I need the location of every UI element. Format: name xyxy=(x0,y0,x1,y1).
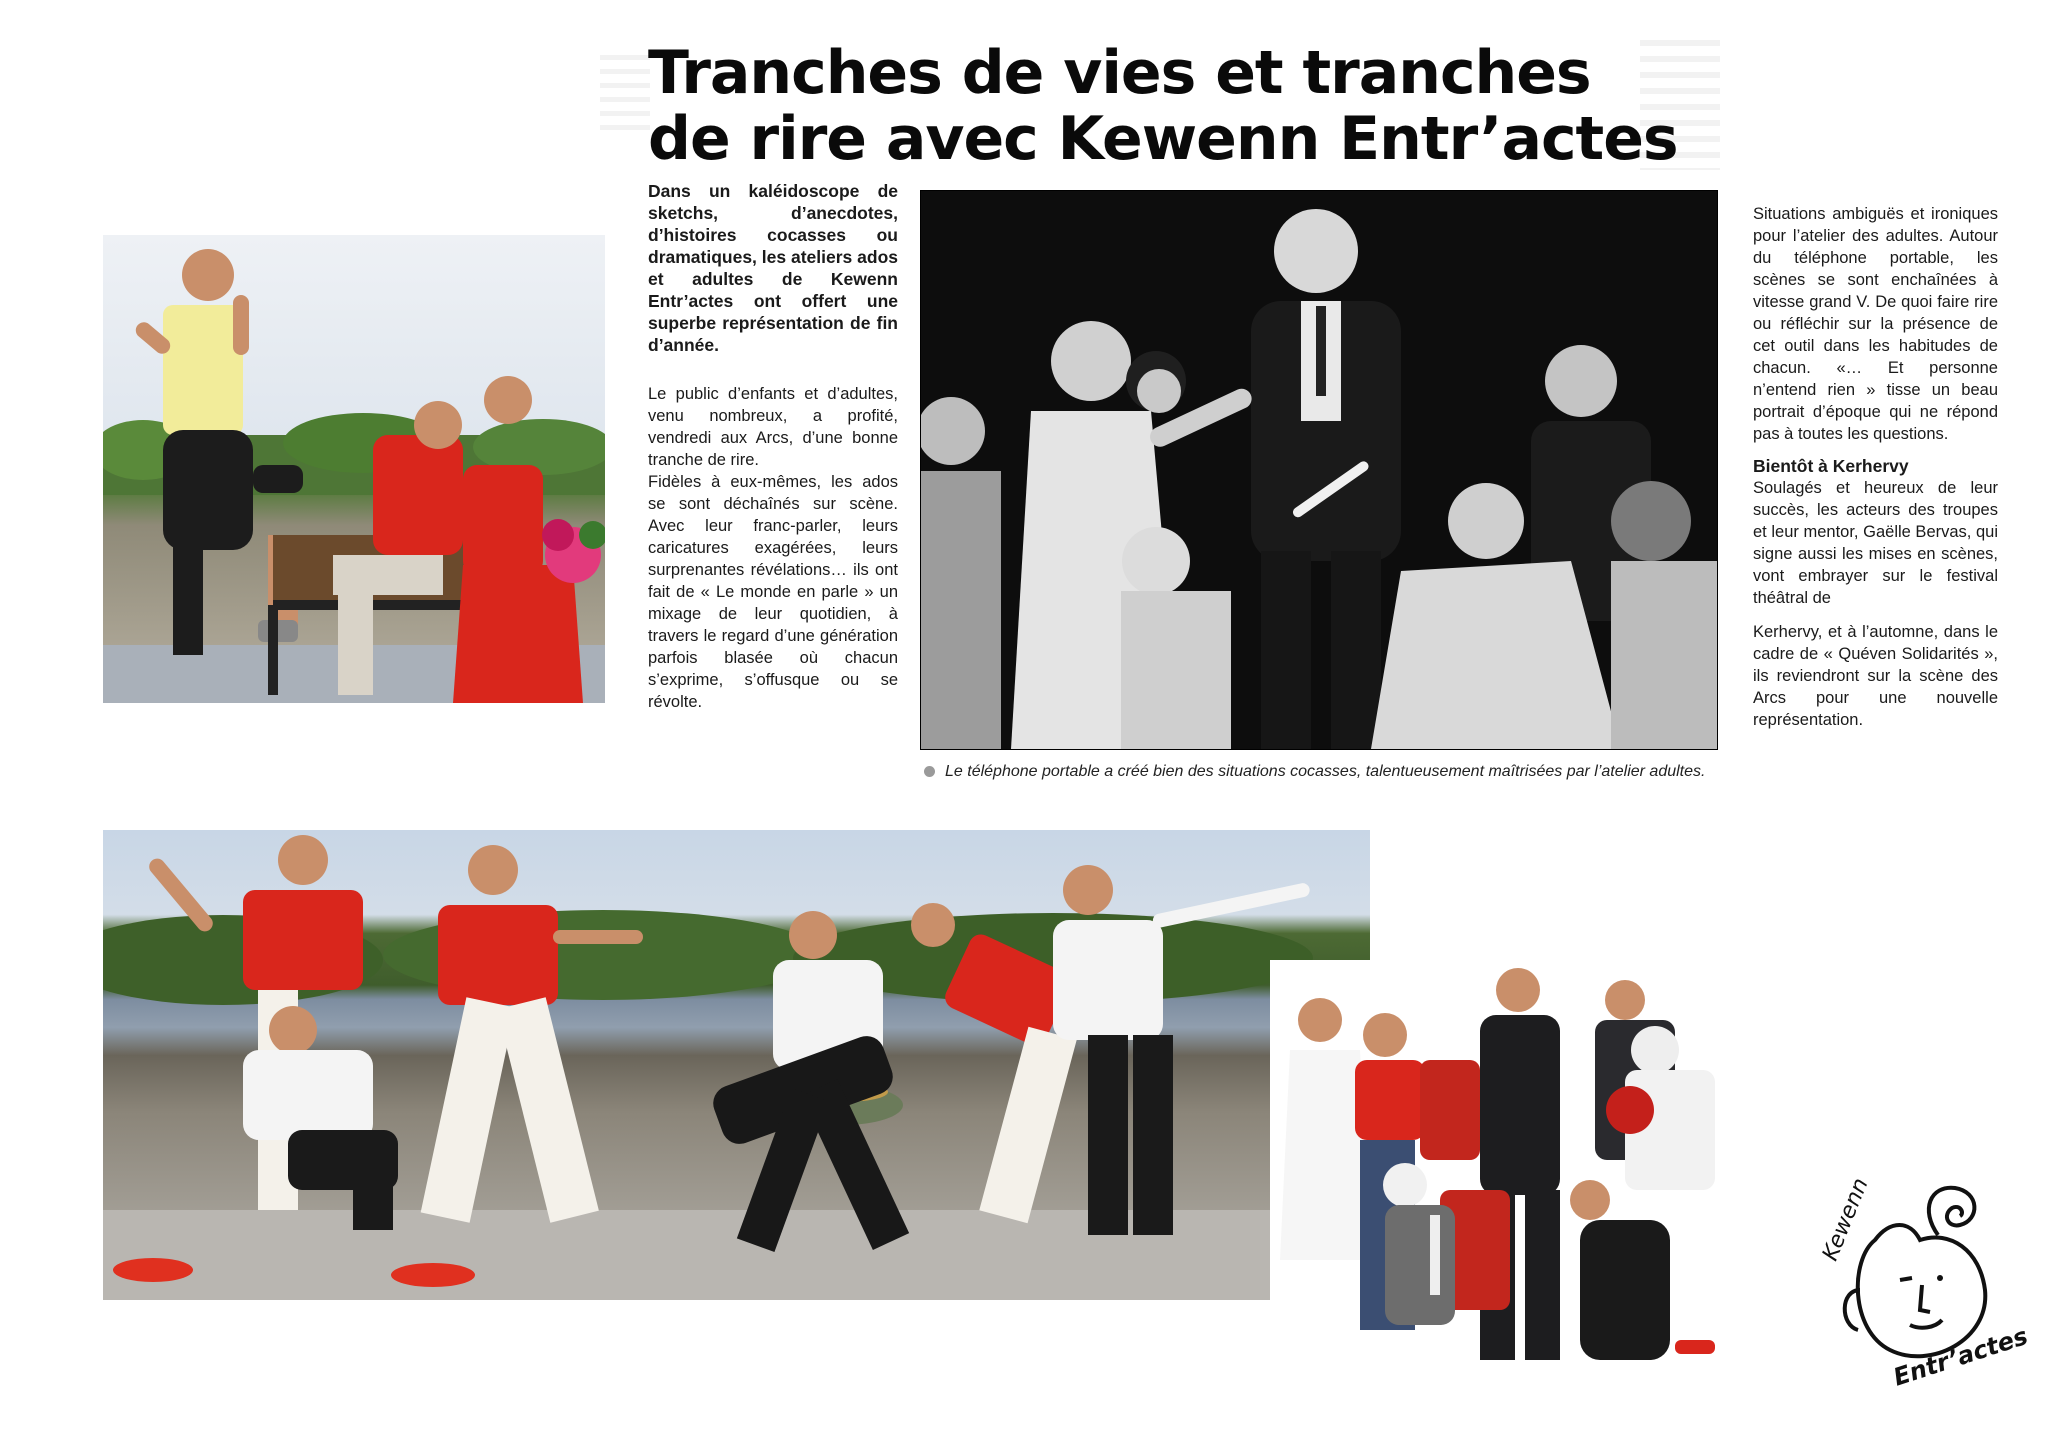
logo-text-bottom: Entr’actes xyxy=(1890,1321,2032,1392)
photo-bench-scene-drawing xyxy=(103,235,605,703)
subheading: Bientôt à Kerhervy xyxy=(1753,456,1909,476)
body-paragraph: Fidèles à eux-mêmes, les ados se sont déchaînés sur scène. Avec leur franc-parler, leurs caricatures exagérées, leurs surprenantes révélations… ils ont fait de « Le monde en parle » un mixage de leur quotidien, à travers le regard d’une génération parfois blasée où chacun s’exprime, s’offusque ou se révolte. xyxy=(648,473,898,711)
kewenn-entractes-logo xyxy=(1818,1174,2032,1420)
headline-line-2: de rire avec Kewenn Entr’actes xyxy=(648,104,1678,174)
body-paragraph: Situations ambiguës et ironiques pour l’atelier des adultes. Autour du téléphone portable, les scènes se sont enchaînées à vitesse grand V. De quoi faire rire ou réfléchir sur la présence de cet outil dans les habitudes de chacun. «… Et personne n’entend rien » tisse un beau portrait d’époque qui ne répond pas à toutes les questions. xyxy=(1753,205,1998,443)
article-body-right xyxy=(1753,203,1998,731)
photo-group-cutout-drawing xyxy=(1270,960,1770,1380)
photo-outdoor-performance xyxy=(103,830,1370,1300)
photo-bench-scene xyxy=(103,235,605,703)
photo-telephone-scene xyxy=(920,190,1718,750)
photo-group-cutout xyxy=(1270,960,1770,1380)
body-paragraph: Le public d’enfants et d’adultes, venu nombreux, a profité, vendredi aux Arcs, d’une bonne tranche de rire. xyxy=(648,385,898,469)
body-paragraph: Kerhervy, et à l’automne, dans le cadre de « Quéven Solidarités », ils reviendront sur la scène des Arcs pour une nouvelle représentation. xyxy=(1753,623,1998,729)
article-lead: Dans un kaléidoscope de sketchs, d’anecdotes, d’histoires cocasses ou dramatiques, les ateliers ados et adultes de Kewenn Entr’actes ont offert une superbe représentation de fin d’année. xyxy=(648,181,898,355)
article-headline xyxy=(648,40,1748,172)
headline-line-1: Tranches de vies et tranches xyxy=(648,38,1591,108)
article-body-left xyxy=(648,383,898,713)
print-through-ghost xyxy=(600,55,650,135)
photo-caption xyxy=(924,763,1744,781)
logo-text-top: Kewenn xyxy=(1818,1174,1874,1265)
bullet-dot-icon xyxy=(924,766,935,777)
caption-text: Le téléphone portable a créé bien des situations cocasses, talentueusement maîtrisées par l’atelier adultes. xyxy=(945,763,1706,780)
body-paragraph: Soulagés et heureux de leur succès, les acteurs des troupes et leur mentor, Gaëlle Bervas, qui signe aussi les mises en scènes, vont embrayer sur le festival théâtral de xyxy=(1753,479,1998,607)
photo-telephone-scene-drawing xyxy=(921,191,1717,749)
photo-outdoor-performance-drawing xyxy=(103,830,1370,1300)
